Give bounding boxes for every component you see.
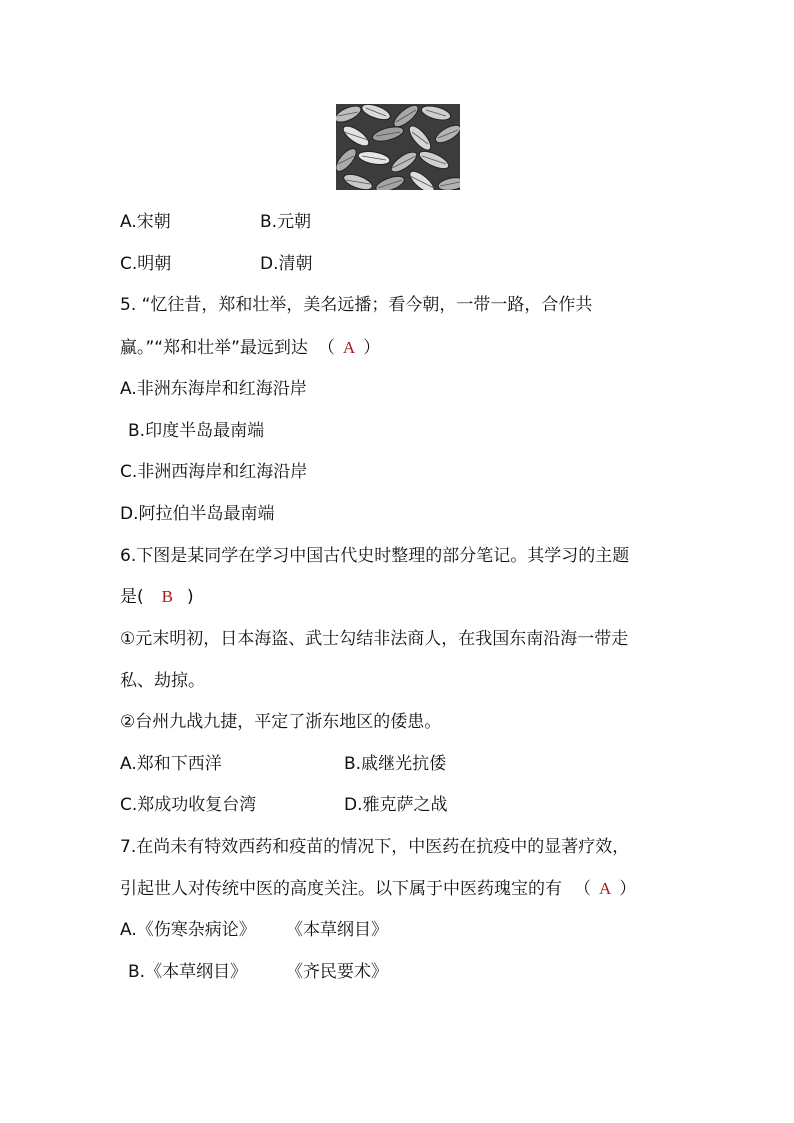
q7-option-a[interactable]: A.《伤寒杂病论》 bbox=[120, 920, 256, 940]
q6-note1-line1: ①元末明初，日本海盗、武士勾结非法商人，在我国东南沿海一带走 bbox=[120, 629, 629, 649]
q6-options-row2 bbox=[120, 795, 448, 815]
q4-options-row2 bbox=[120, 254, 313, 274]
q4-option-c[interactable]: C.明朝 bbox=[120, 254, 172, 274]
q7-open-paren: （ bbox=[574, 879, 591, 899]
q6-stem-line2 bbox=[120, 587, 194, 607]
q7-option-b-book2: 《齐民要术》 bbox=[286, 962, 388, 982]
q5-stem-line2 bbox=[120, 338, 380, 358]
q6-stem-text: 是( bbox=[120, 587, 144, 607]
q6-option-b[interactable]: B.戚继光抗倭 bbox=[344, 754, 447, 774]
sunflower-seeds-photo-icon bbox=[336, 104, 460, 190]
q5-option-c[interactable]: C.非洲西海岸和红海沿岸 bbox=[120, 462, 308, 482]
q5-open-paren: （ bbox=[317, 338, 335, 358]
q7-stem-line1: 7.在尚未有特效西药和疫苗的情况下，中医药在抗疫中的显著疗效， bbox=[120, 837, 630, 857]
q5-stem-text: 赢。”“郑和壮举”最远到达 bbox=[120, 338, 308, 358]
q4-option-a[interactable]: A.宋朝 bbox=[120, 212, 171, 232]
q7-option-a-row bbox=[120, 920, 388, 940]
q6-answer: B bbox=[161, 587, 173, 606]
q6-option-d[interactable]: D.雅克萨之战 bbox=[344, 795, 448, 815]
q7-close-paren: ） bbox=[619, 879, 637, 899]
q5-close-paren: ） bbox=[363, 338, 381, 358]
q4-option-d[interactable]: D.清朝 bbox=[260, 254, 313, 274]
q6-option-c[interactable]: C.郑成功收复台湾 bbox=[120, 795, 257, 815]
q5-answer: A bbox=[342, 338, 356, 357]
q7-option-b-row bbox=[128, 962, 388, 982]
q6-close-paren: ) bbox=[186, 587, 194, 607]
q7-option-b[interactable]: B.《本草纲目》 bbox=[128, 962, 248, 982]
q4-option-b[interactable]: B.元朝 bbox=[260, 212, 312, 232]
q7-stem-line2 bbox=[120, 879, 636, 899]
q7-stem-text: 引起世人对传统中医的高度关注。以下属于中医药瑰宝的有 bbox=[120, 879, 562, 899]
q5-option-b[interactable]: B.印度半岛最南端 bbox=[128, 421, 265, 441]
q7-answer: A bbox=[599, 879, 612, 898]
q6-note1-line2: 私、劫掠。 bbox=[120, 671, 205, 691]
q4-options-row1 bbox=[120, 212, 312, 232]
q7-option-a-book2: 《本草纲目》 bbox=[286, 920, 388, 940]
q6-options-row1 bbox=[120, 754, 447, 774]
q5-stem-line1: 5. “忆往昔，郑和壮举，美名远播；看今朝，一带一路，合作共 bbox=[120, 295, 593, 315]
q5-option-d[interactable]: D.阿拉伯半岛最南端 bbox=[120, 504, 275, 524]
q6-stem-line1: 6.下图是某同学在学习中国古代史时整理的部分笔记。其学习的主题 bbox=[120, 546, 630, 566]
q6-note2: ②台州九战九捷，平定了浙东地区的倭患。 bbox=[120, 712, 442, 732]
q6-option-a[interactable]: A.郑和下西洋 bbox=[120, 754, 222, 774]
q5-option-a[interactable]: A.非洲东海岸和红海沿岸 bbox=[120, 379, 307, 399]
